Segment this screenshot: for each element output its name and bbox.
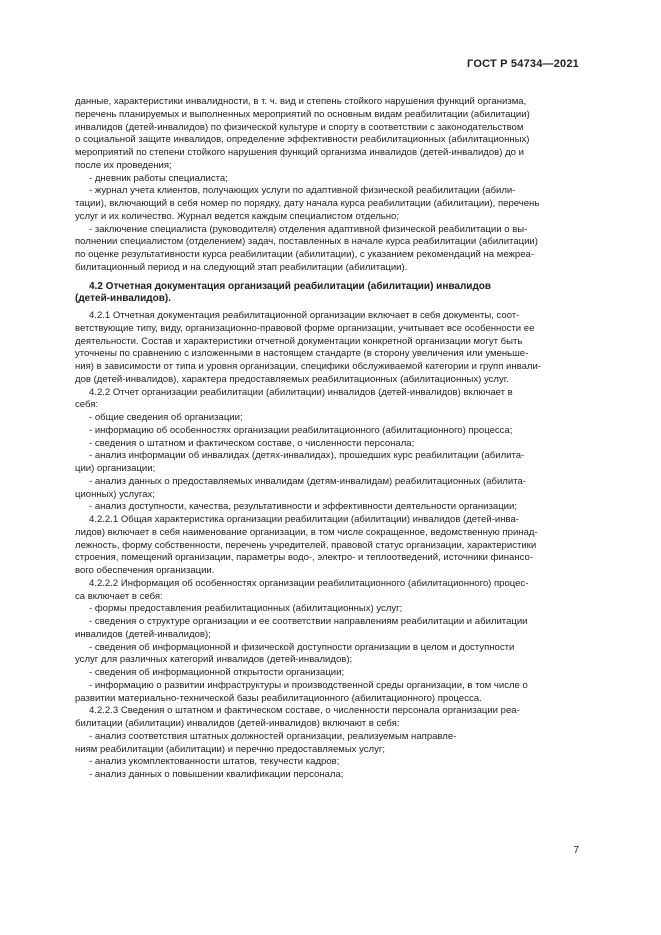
text-line: - формы предоставления реабилитационных (абилитационных) услуг;	[89, 603, 403, 615]
text-line: 4.2.2.2 Информация об особенностях организации реабилитационного (абилитационного) процес-	[89, 577, 529, 589]
text-line: - сведения об информационной открытости организации;	[89, 667, 345, 678]
text-line: - информацию о развитии инфраструктуры и производственной среды организации, в том числе о	[89, 679, 528, 691]
text-line: вого обеспечения организации.	[75, 565, 215, 576]
text-line: перечень планируемых и выполненных мероприятий по основным видам реабилитации (абилитации)	[75, 108, 530, 120]
text-line: уточнены по сравнению с изложенными в настоящем стандарте (в сторону увеличения или уменьше-	[75, 348, 529, 360]
text-line: - анализ информации об инвалидах (детях-инвалидах), прошедших курс реабилитации (абилита-	[89, 450, 525, 462]
text-line: - сведения о штатном и фактическом составе, о численности персонала;	[89, 437, 415, 449]
text-line: полнении специалистом (отделением) задач, поставленных в начале курса реабилитации (абилитации)	[75, 236, 538, 248]
text-line: - анализ укомплектованности штатов, текучести кадров;	[89, 756, 340, 768]
text-line: тации), включающий в себя номер по порядку, дату начала курса реабилитации (абилитации), перечень	[75, 198, 540, 209]
document-code-header: ГОСТ Р 54734—2021	[467, 58, 579, 70]
text-line: строения, помещений организации, параметры водо-, электро- и теплоотведений, источники финансо-	[75, 552, 534, 564]
document-body	[75, 96, 582, 782]
text-line: - журнал учета клиентов, получающих услуги по адаптивной физической реабилитации (абили-	[89, 185, 516, 197]
text-line: себя:	[75, 399, 99, 411]
section-4-2-content	[75, 310, 582, 782]
text-line: билитации (абилитации) инвалидов (детей-инвалидов) включают в себя:	[75, 718, 400, 729]
text-line: деятельности. Состав и характеристики отчетной документации конкретной организации могут быть	[75, 335, 523, 347]
text-line: мероприятий по степени стойкого нарушения функций организма инвалидов (детей-инвалидов) до и	[75, 147, 524, 158]
text-line: са включает в себя:	[75, 590, 163, 602]
text-line: дов (детей-инвалидов), характера предоставляемых реабилитационных (абилитационных) услуг.	[75, 373, 509, 385]
text-line: о социальной защите инвалидов, определение эффективности реабилитационных (абилитационных)	[75, 134, 530, 146]
section-heading-4-2	[75, 281, 582, 307]
text-line: - анализ данных о повышении квалификации персонала;	[89, 769, 344, 780]
text-line: 4.2.2.3 Сведения о штатном и фактическом составе, о численности персонала организации реа-	[89, 705, 520, 717]
text-line: - анализ соответствия штатных должностей организации, реализуемым направле-	[89, 730, 457, 742]
text-line: лидов) включает в себя наименование организации, в том числе сокращенное, ведомственную принад-	[75, 526, 538, 538]
heading-line: (детей-инвалидов).	[75, 293, 172, 305]
text-line: ветствующие типу, виду, организационно-правовой форме организации, учитывает все особенности ее	[75, 322, 535, 334]
text-line: - дневник работы специалиста;	[89, 172, 228, 184]
text-line: после их проведения;	[75, 159, 172, 171]
text-line: ции) организации;	[75, 463, 156, 474]
text-line: ционных) услугах;	[75, 488, 155, 500]
text-line: 4.2.2 Отчет организации реабилитации (абилитации) инвалидов (детей-инвалидов) включает в	[89, 386, 513, 398]
intro-list-section	[75, 96, 582, 275]
text-line: услуг и их количество. Журнал ведется каждым специалистом отдельно;	[75, 210, 399, 222]
text-line: - общие сведения об организации;	[89, 412, 243, 423]
text-line: по оценке результативности курса реабилитации (абилитации), с указанием рекомендаций на межреа-	[75, 249, 535, 260]
heading-line: 4.2 Отчетная документация организаций реабилитации (абилитации) инвалидов	[89, 280, 492, 292]
text-line: инвалидов (детей-инвалидов);	[75, 628, 211, 640]
text-line: услуг для различных категорий инвалидов (детей-инвалидов);	[75, 654, 353, 666]
text-line: - сведения об информационной и физической доступности организации в целом и доступности	[89, 641, 515, 653]
text-line: - сведения о структуре организации и ее соответствии направлениям реабилитации и абилитации	[89, 616, 528, 627]
text-line: лежность, форму собственности, перечень учредителей, правовой статус организации, характеристики	[75, 539, 537, 551]
text-line: ниям реабилитации (абилитации) и перечню предоставляемых услуг;	[75, 743, 386, 755]
text-line: - анализ доступности, качества, результативности и эффективности деятельности организации;	[89, 501, 517, 513]
text-line: - анализ данных о предоставляемых инвалидам (детям-инвалидам) реабилитационных (абилита-	[89, 475, 526, 487]
text-line: ния) в зависимости от типа и уровня организации, специфики обслуживаемой категории и групп инвали-	[75, 361, 541, 372]
text-line: развитии материально-технической базы реабилитационного (абилитационного) процесса.	[75, 692, 482, 704]
text-line: инвалидов (детей-инвалидов) по физической культуре и спорту в соответствии с законодательством	[75, 121, 524, 133]
text-line: - заключение специалиста (руководителя) отделения адаптивной физической реабилитации о вы-	[89, 223, 528, 235]
text-line: билитационный период и на следующий этап реабилитации (абилитации).	[75, 261, 408, 273]
text-line: данные, характеристики инвалидности, в т. ч. вид и степень стойкого нарушения функций организма,	[75, 96, 527, 107]
text-line: - информацию об особенностях организации реабилитационного (абилитационного) процесса;	[89, 424, 513, 436]
page-number: 7	[573, 845, 579, 856]
text-line: 4.2.2.1 Общая характеристика организации реабилитации (абилитации) инвалидов (детей-инва-	[89, 514, 519, 525]
text-line: 4.2.1 Отчетная документация реабилитационной организации включает в себя документы, соот-	[89, 310, 520, 321]
